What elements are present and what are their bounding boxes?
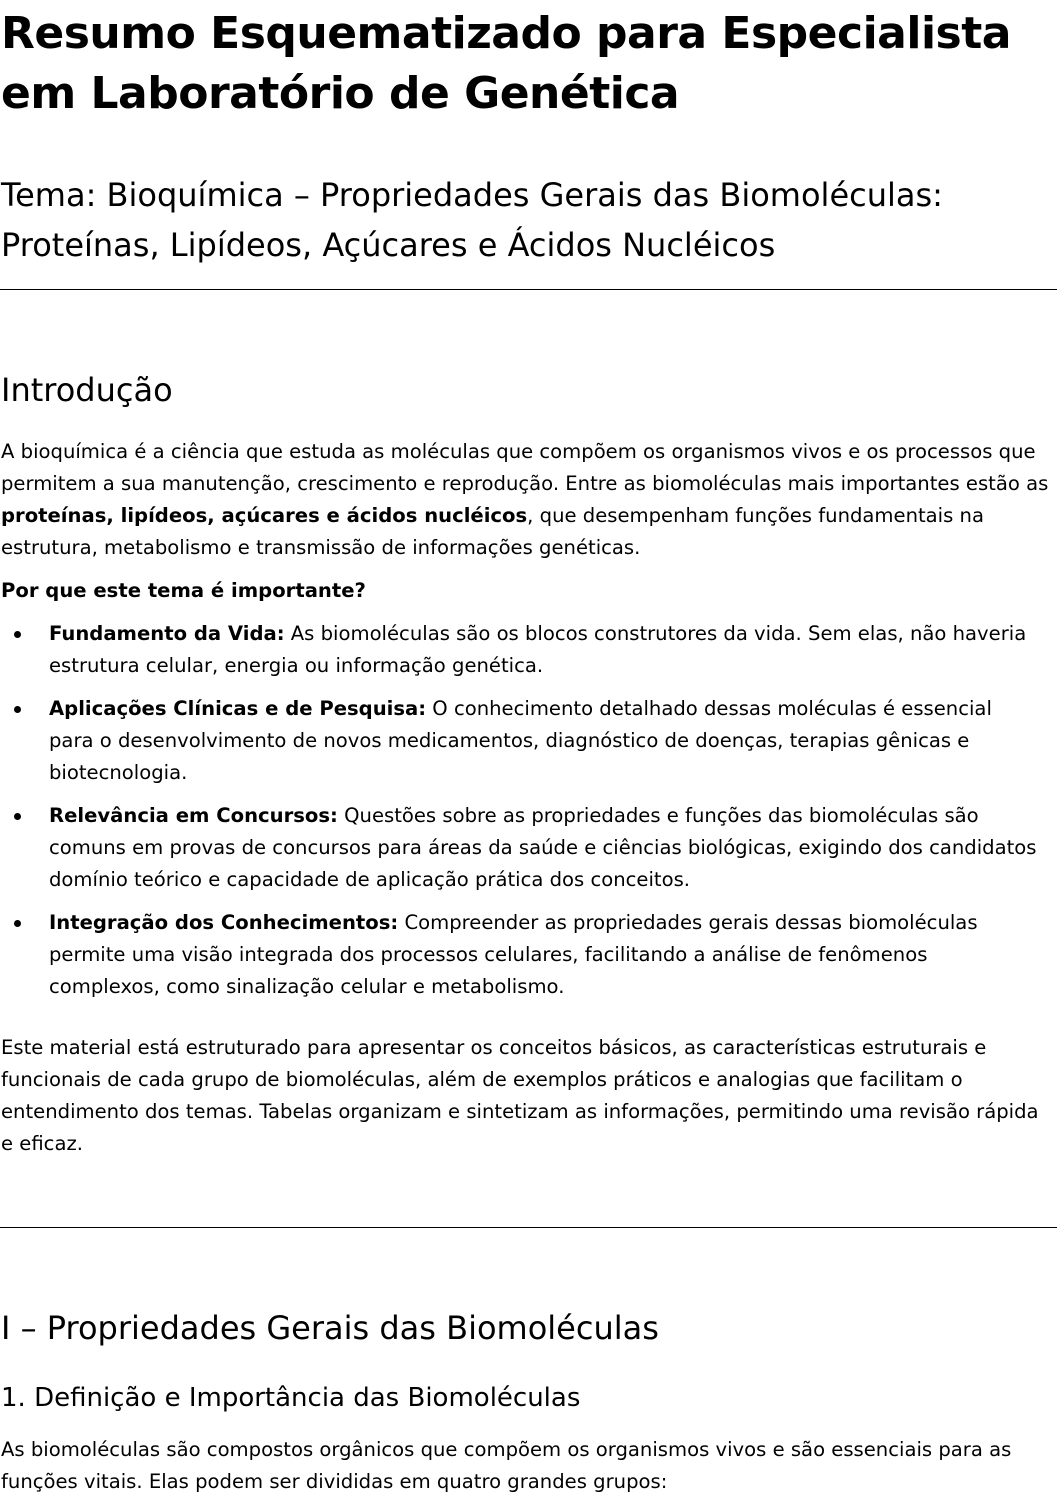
intro-heading: Introdução: [1, 371, 173, 409]
list-item-label: Integração dos Conhecimentos:: [49, 911, 399, 934]
list-item-label: Fundamento da Vida:: [49, 622, 285, 645]
divider: [0, 289, 1057, 290]
intro-closing-paragraph: Este material está estruturado para apresentar os conceitos básicos, as características estruturais e funcionais de cada grupo de biomoléculas, além de exemplos práticos e analogias que facilitam o entendimento dos temas. Tabelas organizam e sintetizam as informações, permitindo uma revisão rápida e eficaz.: [1, 1036, 1039, 1155]
list-item-text: O conhecimento detalhado dessas moléculas é essencial para o desenvolvimento de novos medicamentos, diagnóstico de doenças, terapias gênicas e biotecnologia.: [49, 697, 992, 784]
intro-paragraph-bold: proteínas, lipídeos, açúcares e ácidos nucléicos: [1, 504, 528, 527]
list-item: [0, 618, 1040, 682]
list-item-label: Relevância em Concursos:: [49, 804, 338, 827]
intro-paragraph-text-2: , que desempenham funções fundamentais na estrutura, metabolismo e transmissão de informações genéticas.: [1, 504, 984, 559]
intro-paragraph: [1, 436, 1055, 564]
bullet-icon: [14, 813, 21, 820]
importance-question: Por que este tema é importante?: [1, 579, 366, 602]
list-item-text: Questões sobre as propriedades e funções das biomoléculas são comuns em provas de concursos para áreas da saúde e ciências biológicas, exigindo dos candidatos domínio teórico e capacidade de aplicação prática dos conceitos.: [49, 804, 1037, 891]
bullet-icon: [14, 706, 21, 713]
list-item: [0, 800, 1040, 896]
list-item: [0, 907, 1040, 1003]
list-item: [0, 693, 1040, 789]
part1-heading: I – Propriedades Gerais das Biomoléculas: [1, 1309, 659, 1347]
importance-list: [0, 618, 1040, 1014]
list-item-text: As biomoléculas são os blocos construtores da vida. Sem elas, não haveria estrutura celular, energia ou informação genética.: [49, 622, 1027, 677]
list-item-text: Compreender as propriedades gerais dessas biomoléculas permite uma visão integrada dos processos celulares, facilitando a análise de fenômenos complexos, como sinalização celular e metabolismo.: [49, 911, 978, 998]
bullet-icon: [14, 920, 21, 927]
part1-subheading: 1. Definição e Importância das Biomoléculas: [1, 1383, 581, 1413]
intro-paragraph-text-1: A bioquímica é a ciência que estuda as moléculas que compõem os organismos vivos e os processos que permitem a sua manutenção, crescimento e reprodução. Entre as biomoléculas mais importantes estão as: [1, 440, 1049, 495]
bullet-icon: [14, 631, 21, 638]
part1-paragraph: As biomoléculas são compostos orgânicos que compõem os organismos vivos e são essenciais para as funções vitais. Elas podem ser divididas em quatro grandes grupos:: [1, 1438, 1012, 1493]
document-subtitle: Tema: Bioquímica – Propriedades Gerais das Biomoléculas: Proteínas, Lipídeos, Açúcares e Ácidos Nucléicos: [1, 176, 943, 264]
list-item-label: Aplicações Clínicas e de Pesquisa:: [49, 697, 427, 720]
document-title: Resumo Esquematizado para Especialista em Laboratório de Genética: [1, 8, 1011, 119]
divider: [0, 1227, 1057, 1228]
